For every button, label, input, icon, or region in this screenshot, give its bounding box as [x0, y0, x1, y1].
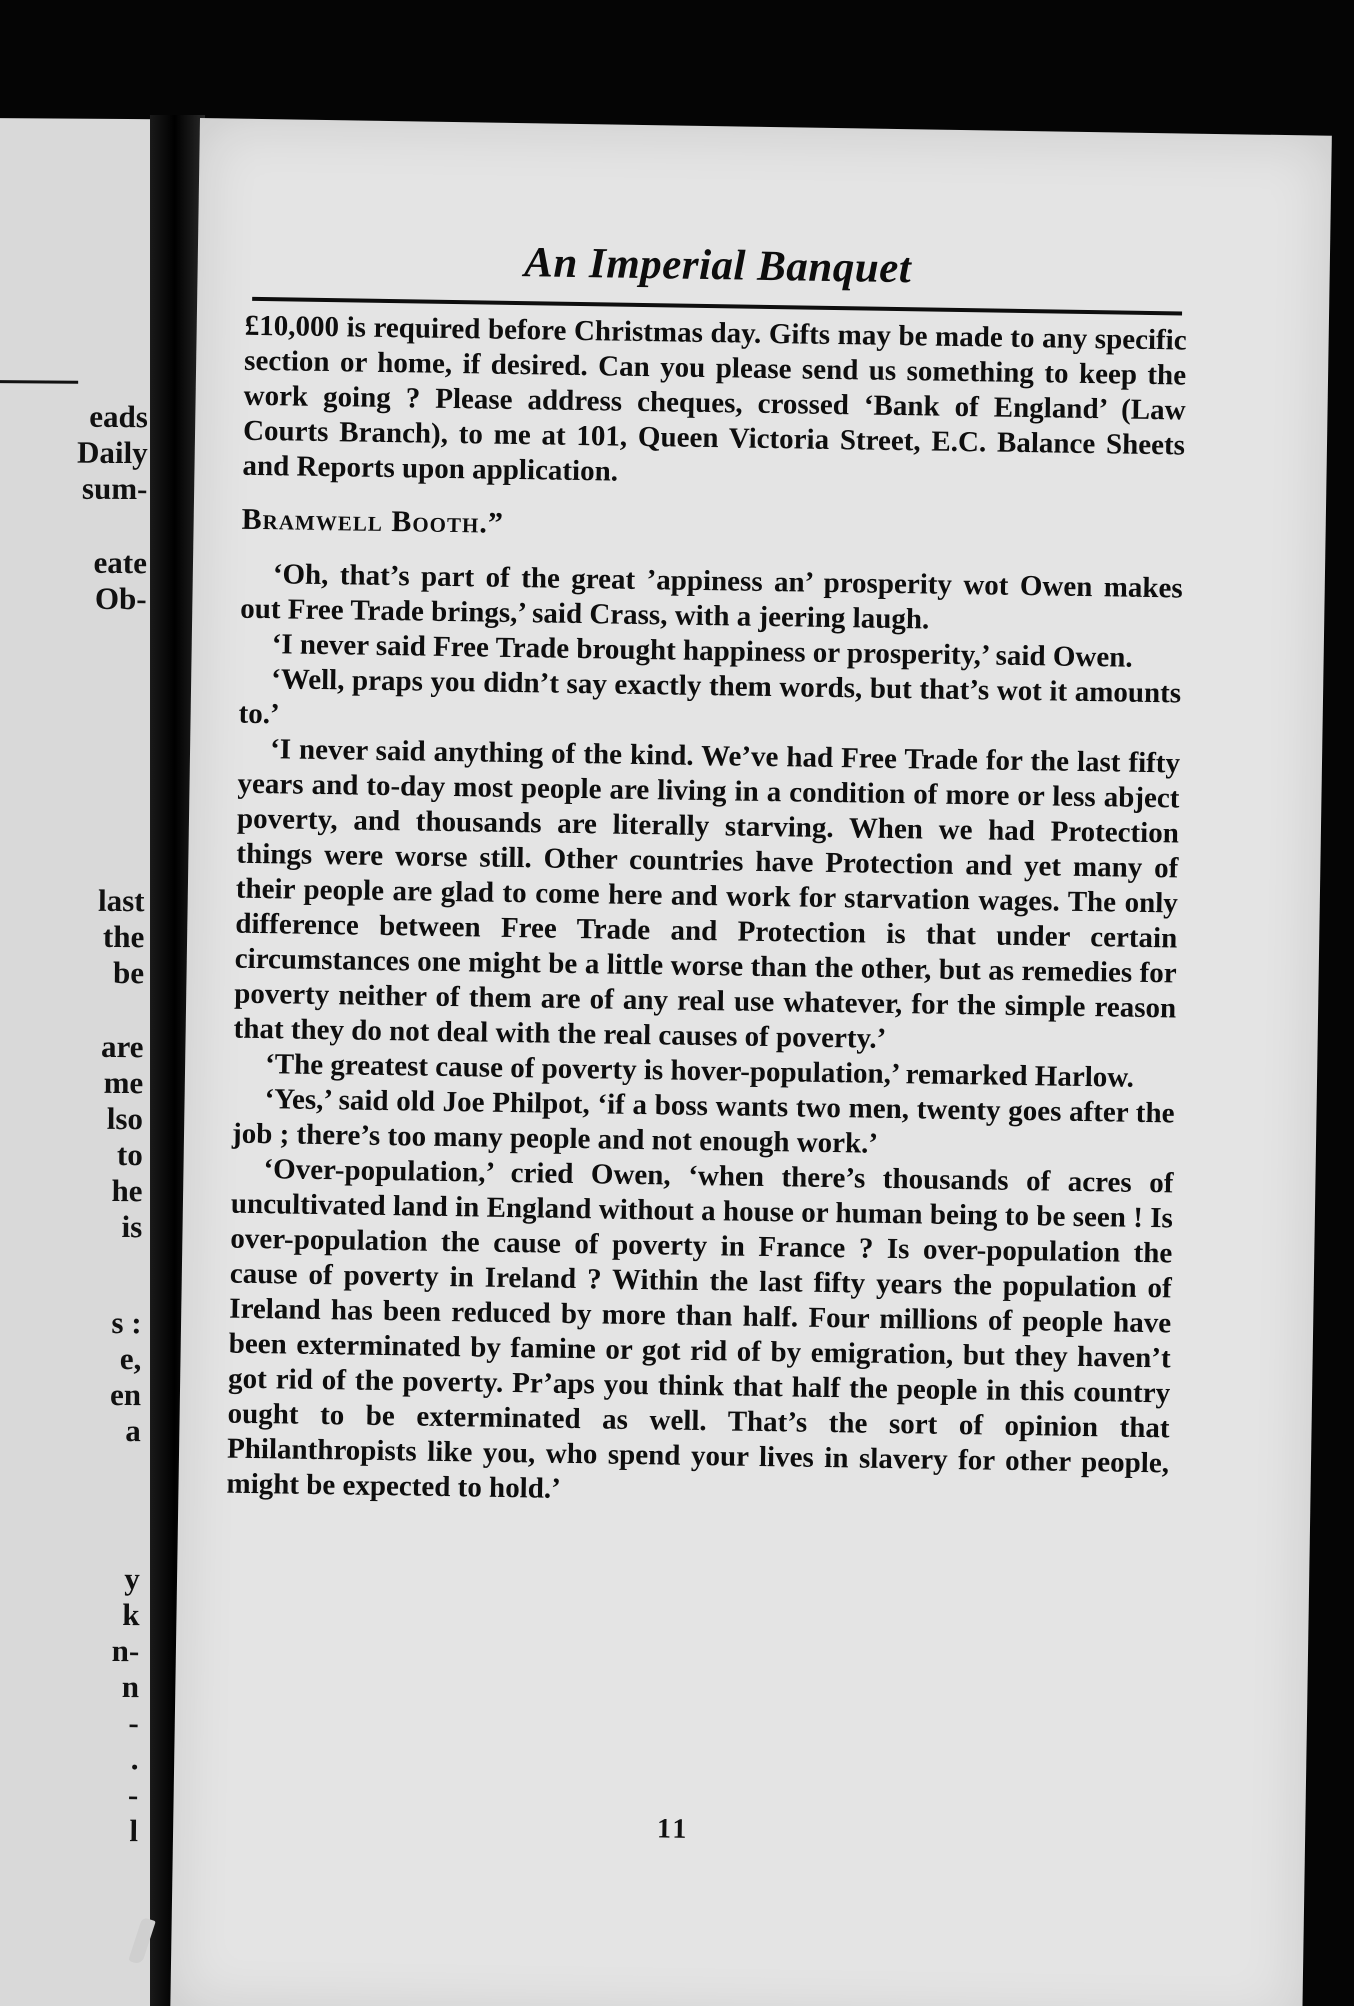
page-body: [226, 309, 1187, 1517]
previous-page-word-fragment: e,: [119, 1341, 142, 1377]
previous-page-word-fragment: s :: [111, 1304, 142, 1341]
previous-page-header-rule: [0, 380, 78, 384]
previous-page-word-fragment: lso: [106, 1100, 144, 1137]
previous-page-word-fragment: Daily: [76, 434, 148, 471]
running-header: [252, 229, 1183, 316]
dialogue-paragraph: ‘I never said Free Trade brought happiness or prosperity,’ said Owen.: [271, 628, 1133, 674]
previous-page-word-fragment: to: [116, 1136, 143, 1173]
previous-page-line-endings: [0, 398, 149, 1849]
dialogue-paragraph: ‘Well, praps you didn’t say exactly them words, but that’s wot it amounts to.’: [238, 663, 1182, 731]
dialogue-paragraph: ‘Oh, that’s part of the great ’appiness an’ prosperity wot Owen makes out Free Trade brings,’ said Crass, with a jeering laugh.: [240, 558, 1183, 636]
dialogue-paragraph: ‘Yes,’ said old Joe Philpot, ‘if a boss wants two men, twenty goes after the job ; there’s too many people and not enough work.’: [231, 1083, 1175, 1160]
letter-signature: Bramwell Booth.”: [241, 502, 505, 540]
previous-page-word-fragment: last: [97, 882, 145, 919]
previous-page-word-fragment: is: [121, 1209, 143, 1245]
previous-page-word-fragment: sum-: [81, 470, 148, 507]
running-header-title: An Imperial Banquet: [523, 239, 912, 293]
previous-page-word-fragment: me: [103, 1064, 144, 1101]
previous-page-word-fragment: -: [128, 1705, 139, 1741]
previous-page-word-fragment: -: [127, 1777, 139, 1813]
previous-page-word-fragment: a: [125, 1413, 141, 1449]
previous-page-word-fragment: k: [122, 1597, 140, 1633]
previous-page-word-fragment: the: [102, 918, 145, 955]
previous-page-word-fragment: y: [124, 1561, 140, 1597]
previous-page-word-fragment: he: [111, 1172, 143, 1209]
dialogue-paragraph: ‘I never said anything of the kind. We’ve had Free Trade for the last fifty years and to-day most people are living in a condition of more or less abject poverty, and thousands are literally starving. When we had Protection things were worse still. Other countries have Protection and yet many of their people are glad to come here and work for starvation wages. The only difference between Free Trade and Protection is that under certain circumstances one might be a little worse than the other, but as remedies for poverty neither of them are of any real use whatever, for the simple reason that they do not deal with the real causes of poverty.’: [233, 733, 1181, 1055]
previous-page-edge: [0, 118, 170, 2006]
previous-page-word-fragment: eate: [93, 544, 148, 581]
previous-page-word-fragment: be: [112, 954, 145, 991]
letter-closing-paragraph: £10,000 is required before Christmas day. Gifts may be made to any specific section or home, if desired. Can you please send us something to keep the work going ? Please address cheques, crossed ‘Bank of England’ (Law Courts Branch), to me at 101, Queen Victoria Street, E.C. Balance Sheets and Reports upon application.: [242, 309, 1187, 488]
previous-page-word-fragment: .: [130, 1741, 139, 1777]
previous-page-word-fragment: n: [121, 1669, 140, 1705]
previous-page-word-fragment: Ob-: [94, 580, 147, 617]
page-number: 11: [656, 1813, 690, 1845]
previous-page-word-fragment: l: [129, 1813, 139, 1849]
previous-page-word-fragment: eads: [89, 398, 149, 435]
book-page: [170, 118, 1332, 2006]
dialogue-paragraph: ‘Over-population,’ cried Owen, ‘when there’s thousands of acres of uncultivated land in England without a house or human being to be seen ! Is over-population the cause of poverty in France ? Is over-population the cause of poverty in Ireland ? Within the last fifty years the population of Ireland has been reduced by more than half. Four millions of people have been exterminated by famine or got rid of by emigration, but they haven’t got rid of the poverty. Pr’aps you think that half the people in this country ought to be exterminated as well. That’s the sort of opinion that Philanthropists like you, who spend your lives in slavery for other people, might be expected to hold.’: [226, 1153, 1174, 1505]
previous-page-word-fragment: are: [100, 1028, 144, 1065]
previous-page-word-fragment: en: [109, 1376, 142, 1413]
dialogue-paragraph: ‘The greatest cause of poverty is hover-population,’ remarked Harlow.: [264, 1048, 1135, 1094]
previous-page-word-fragment: n-: [111, 1632, 140, 1669]
